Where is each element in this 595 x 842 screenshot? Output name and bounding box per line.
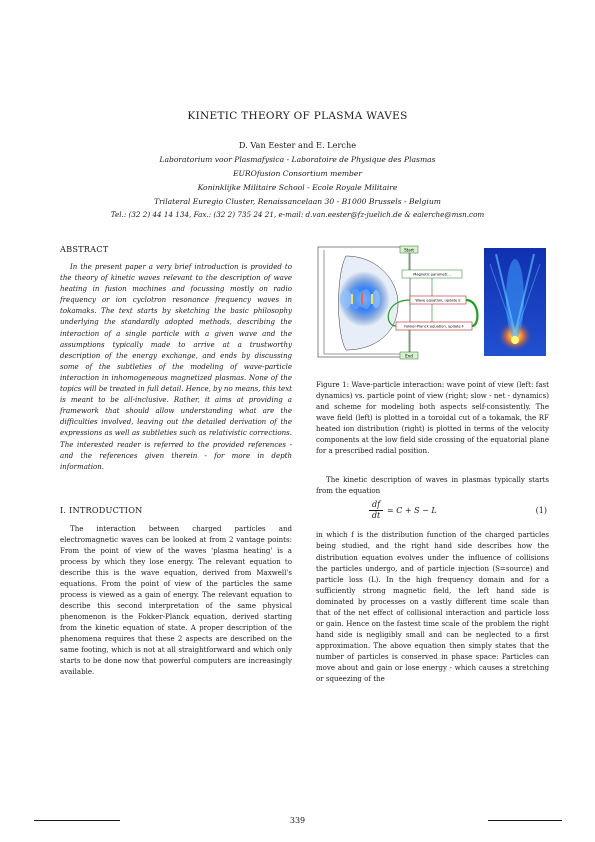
equation-1-rhs: = C + S − L [387,506,437,516]
figure-1-graphic [316,244,549,362]
affiliation-line-4: Trilateral Euregio Cluster, Renaissancelaan 30 - B1000 Brussels - Belgium [154,197,441,206]
abstract-heading: ABSTRACT [60,244,109,254]
affiliation-line-3: Koninklijke Militaire School - Ecole Royale Militaire [197,183,398,192]
equation-1-denominator: dt [371,511,381,521]
abstract-text: In the present paper a very brief introduction is provided to the theory of kinetic waves relevant to the description of wave heating in fusion machines and focussing mostly on radio frequency or ion cyclotron resonance frequency waves in tokamaks. The text starts by sketching the basic philosophy underlying the standardly adopted methods, describing the interaction of a single particle with a given wave and the assumptions typically made to arrive at a trustworthy description of the energy exchange, and ends by discussing some of the subtleties of the modeling of wave-particle interaction in inhomogeneous magnetized plasmas. None of the topics will be treated in full detail. Hence, by no means, this text is meant to be all-inclusive. Rather, it aims at providing a framework that should allow understanding what are the difficulties involved, leaving out the detailed derivation of the expressions as well as subtleties such as relativistic corrections. The interested reader is referred to the provided references - and the references given therein - for more in depth information. [60,262,292,471]
kinetic-intro-text: The kinetic description of waves in plasmas typically starts from the equation [316,475,549,496]
left-column [60,244,292,677]
affiliation-line-2: EUROfusion Consortium member [232,169,363,178]
toroidal-cut-panel [318,247,410,357]
flow-box2-label: Wave equation, update E [415,298,461,303]
right-column [316,244,549,684]
page-number: 339 [289,816,306,825]
authors: D. Van Eester and E. Lerche [238,140,357,150]
equation-1-fraction [369,500,383,521]
kinetic-body-text: in which f is the distribution function of the charged particles being studied, and the right hand side describes how the distribution equation evolves under the influence of collisions the particles undergo, and of particle injection (S=source) and particle loss (L). In the high frequency domain and for a sufficiently strong magnetic field, the left hand side is dominated by processes on a vastly different time scale than that of the net effect of collisional interaction and particle loss or gain. Hence on the fastest time scale of the problem the right hand side is negligibly small and can be neglected to a first approximation. The above equation then simply states that the number of particles is conserved in phase space: Particles can move about and gain or lose energy - which causes a stretching or squeezing of the [316,530,549,684]
equation-1 [316,500,549,526]
flow-box1-label: Magnetic parametr... [413,272,451,277]
introduction-text: The interaction between charged particles and electromagnetic waves can be looked at from 2 vantage points: From the point of view of the waves 'plasma heating' is a process by which they lose energy. The relevant equation to describe this is the wave equation, derived from Maxwell's equations. From the point of view of the particles the same process is viewed as a gain of energy. The relevant equation to describe this second interpretation of the same physical phenomenon is the Fokker-Planck equation, derived starting from the kinetic equation of state. A proper description of the phenomena requires that these 2 aspects are described on the same footing, which is not at all straightforward and which only starts to be done now that powerful computers are increasingly available. [60,523,292,677]
footer-rule-right [488,820,562,821]
flow-box3-label: Fokker-Planck equation, update F [404,324,464,329]
distribution-panel [484,248,546,356]
paper-title: KINETIC THEORY OF PLASMA WAVES [187,110,408,122]
contact-line: Tel.: (32 2) 44 14 134, Fax.: (32 2) 735 24 21, e-mail: d.van.eester@fz-juelich.de & ealerche@msn.com [110,210,485,219]
flow-start-label: Start [404,247,414,253]
figure-1-caption: Figure 1: Wave-particle interaction: wave point of view (left: fast dynamics) vs. particle point of view (right; slow - net - dynamics) and scheme for modeling both aspects self-consistently. The wave field (left) is plotted in a toroidal cut of a tokamak, the RF heated ion distribution (right) is plotted in terms of the velocity components at the low field side crossing of the equatorial plane for a prescribed radial position. [316,380,549,456]
figure-1 [316,244,549,362]
introduction-heading: I. INTRODUCTION [60,504,143,515]
affiliation-line-1: Laboratorium voor Plasmafysica - Laboratoire de Physique des Plasmas [159,155,436,164]
flow-end-label: End [405,353,413,359]
equation-1-numerator: df [369,500,383,511]
equation-1-number: (1) [535,506,547,516]
